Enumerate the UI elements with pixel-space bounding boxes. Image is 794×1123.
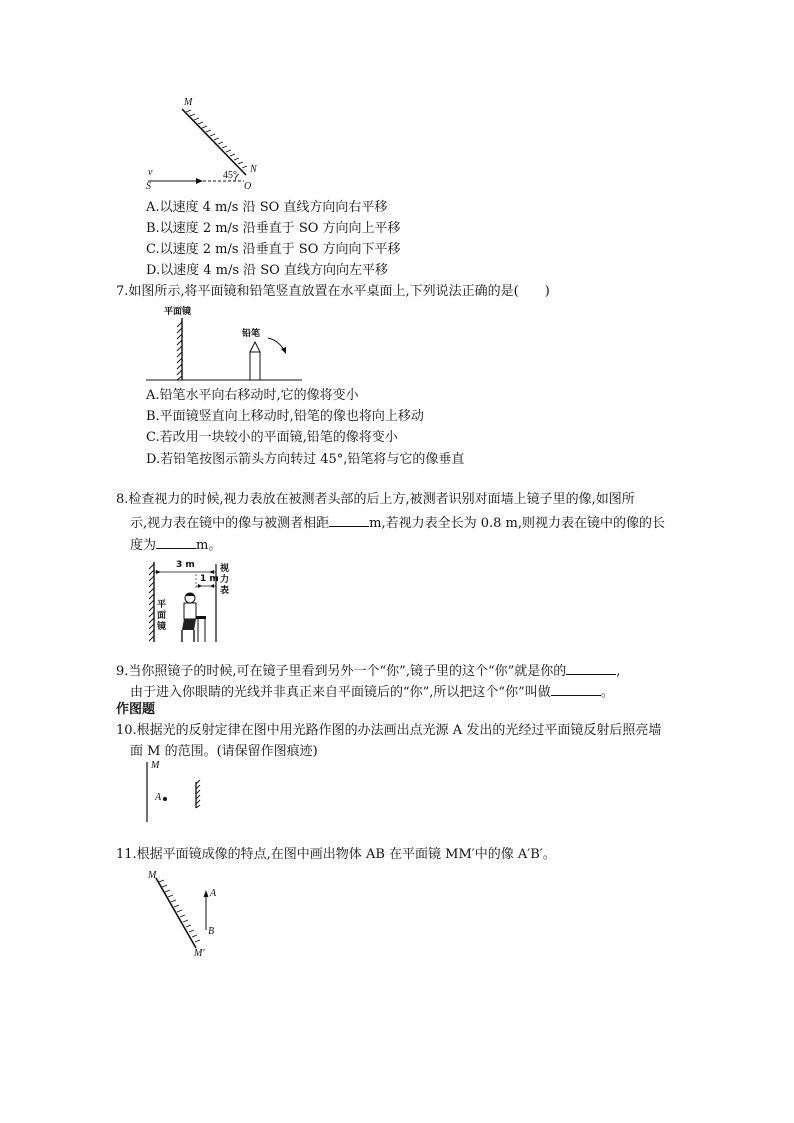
q10-line-2: 面 M 的范围。(请保留作图痕迹) — [130, 744, 318, 759]
q8-distance-3m: 3 m — [176, 560, 195, 570]
q7-mirror-label: 平面镜 — [164, 307, 192, 317]
q9-blank-1[interactable] — [566, 660, 616, 675]
q7-option-c: C.若改用一块较小的平面镜,铅笔的像将变小 — [146, 430, 398, 445]
q11-line-1: 11.根据平面镜成像的特点,在图中画出物体 AB 在平面镜 MM′中的像 A′B′。 — [116, 847, 556, 862]
q8-line-3-b: m。 — [196, 538, 222, 553]
q8-line-2 — [130, 512, 665, 534]
q10-label-a: A — [155, 792, 162, 803]
q8-line-2-a: 示,视力表在镜中的像与被测者相距 — [130, 516, 330, 531]
q9-line-2-b: 。 — [600, 685, 614, 700]
q7-option-b: B.平面镜竖直向上移动时,铅笔的像也将向上移动 — [146, 409, 424, 424]
q8-blank-1[interactable] — [329, 512, 369, 527]
q10-figure — [144, 760, 224, 824]
q7-figure — [146, 304, 306, 384]
q9-line-2-a: 由于进入你眼睛的光线并非真正来自平面镜后的“你”,所以把这个“你”叫做 — [130, 685, 551, 700]
q6-figure — [140, 95, 270, 195]
q6-option-a: A.以速度 4 m/s 沿 SO 直线方向向右平移 — [146, 200, 388, 215]
q9-line-2 — [130, 681, 614, 703]
q11-label-m-prime: M′ — [194, 948, 205, 959]
q7-stem: 7.如图所示,将平面镜和铅笔竖直放置在水平桌面上,下列说法正确的是( ) — [116, 284, 550, 299]
q11-label-m: M — [148, 870, 157, 881]
q8-line-1: 8.检查视力的时候,视力表放在被测者头部的后上方,被测者识别对面墙上镜子里的像,如图所 — [116, 492, 635, 507]
q9-line-1 — [116, 660, 620, 682]
q11-mirror-object-diagram — [144, 868, 224, 960]
q6-label-v: v — [148, 167, 153, 178]
q8-line-3-a: 度为 — [130, 538, 157, 553]
q8-line-3 — [130, 534, 221, 556]
q8-distance-1m: 1 m — [200, 574, 219, 584]
q6-label-s: S — [146, 181, 151, 192]
q9-line-1-b: , — [616, 664, 621, 679]
q8-blank-2[interactable] — [156, 534, 196, 549]
q8-figure — [144, 560, 244, 646]
q11-label-b: B — [208, 926, 215, 937]
section-title: 作图题 — [116, 702, 156, 717]
q6-label-m: M — [184, 97, 193, 108]
q6-label-n: N — [250, 164, 257, 175]
q7-pencil-label: 铅笔 — [242, 329, 261, 339]
q6-label-angle: 45° — [223, 170, 237, 181]
q10-label-m: M — [151, 760, 160, 771]
q8-chart-label: 视力表 — [220, 564, 230, 596]
q6-mirror-diagram — [140, 95, 270, 195]
q11-figure — [144, 868, 224, 960]
q6-option-b: B.以速度 2 m/s 沿垂直于 SO 方向向上平移 — [146, 221, 401, 236]
q6-option-d: D.以速度 4 m/s 沿 SO 直线方向向左平移 — [146, 263, 388, 278]
q10-line-1: 10.根据光的反射定律在图中用光路作图的办法画出点光源 A 发出的光经过平面镜反射后照亮墙 — [116, 723, 662, 738]
q7-option-a: A.铅笔水平向右移动时,它的像将变小 — [146, 388, 359, 403]
q8-line-2-b: m,若视力表全长为 0.8 m,则视力表在镜中的像的长 — [369, 516, 665, 531]
q6-option-c: C.以速度 2 m/s 沿垂直于 SO 方向向下平移 — [146, 242, 401, 257]
q9-line-1-a: 9.当你照镜子的时候,可在镜子里看到另外一个“你”,镜子里的这个“你”就是你的 — [116, 664, 567, 679]
q8-mirror-label: 平面镜 — [157, 600, 167, 632]
q11-label-a: A — [210, 888, 217, 899]
q9-blank-2[interactable] — [551, 681, 601, 696]
q6-label-o: O — [244, 181, 252, 192]
q7-option-d: D.若铅笔按图示箭头方向转过 45°,铅笔将与它的像垂直 — [146, 452, 465, 467]
